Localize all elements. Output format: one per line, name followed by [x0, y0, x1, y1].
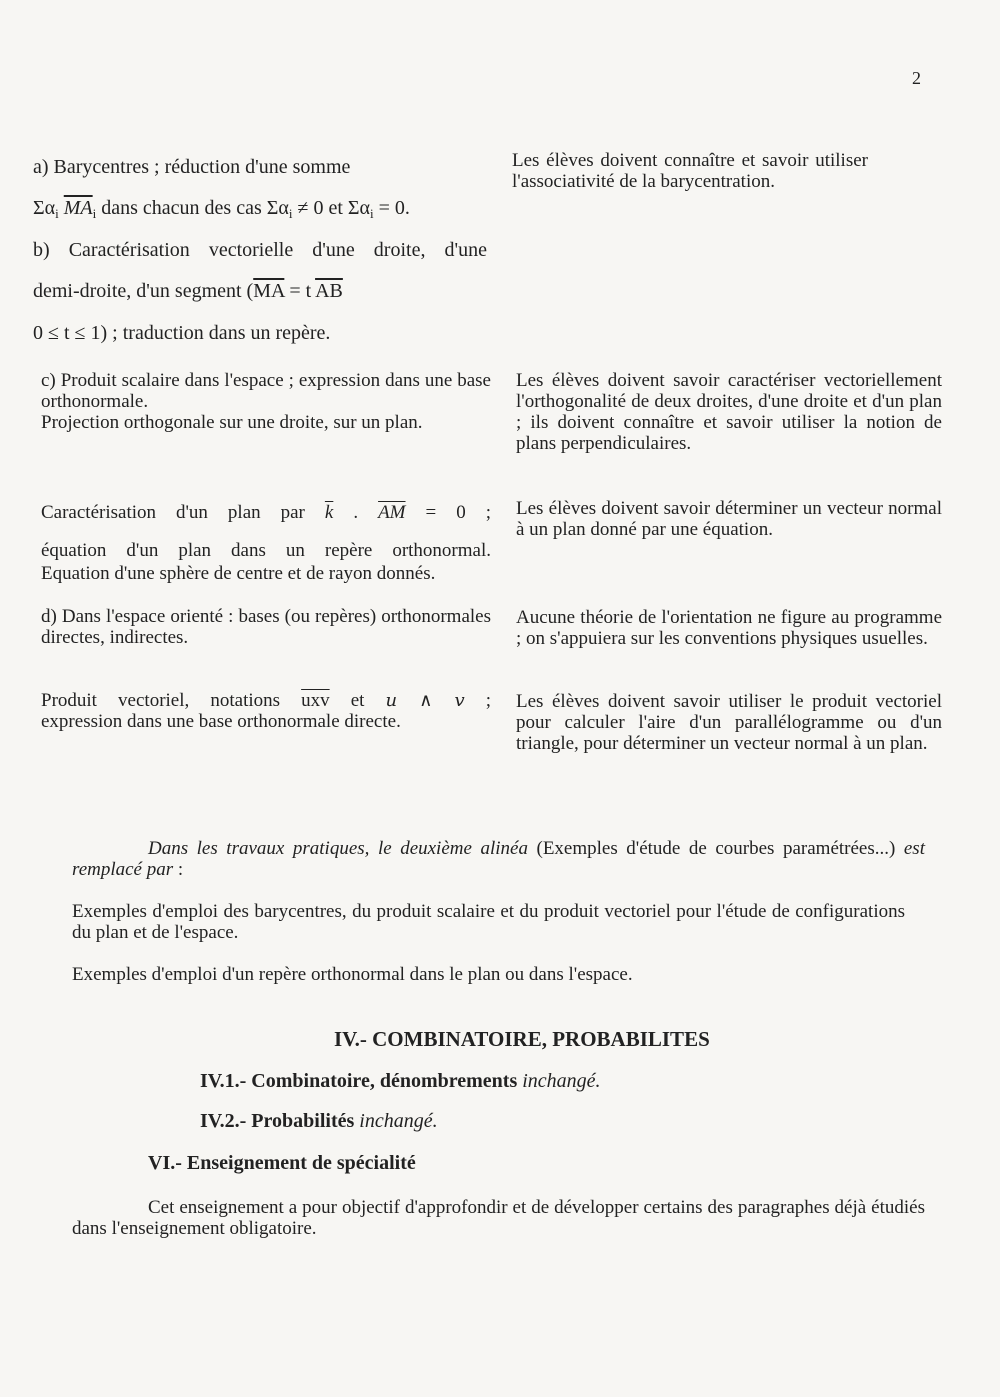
vectoriel-text: Produit vectoriel, notations	[41, 690, 302, 711]
notation-wedge: u ∧ v	[385, 690, 465, 711]
semicolon: ;	[464, 690, 492, 711]
subscript-i: i	[370, 206, 374, 221]
section-iv-2	[200, 1110, 438, 1133]
base-directe-line: expression dans une base orthonormale directe.	[41, 711, 401, 732]
plan-line	[41, 502, 491, 523]
iv1-bold: IV.1.- Combinatoire, dénombrements	[200, 1070, 518, 1092]
plan-text: Caractérisation d'un plan par	[41, 502, 325, 523]
iv1-italic: inchangé.	[517, 1070, 601, 1092]
vector-k: $\overline{k}$	[324, 502, 334, 523]
equation-plan-line: équation d'un plan dans un repère orthonormal.	[41, 540, 491, 561]
caracterisation-droite-line: b) Caractérisation vectorielle d'une droite, d'une	[33, 239, 487, 261]
example-barycentres: Exemples d'emploi des barycentres, du produit scalaire et du produit vectoriel pour l'étude de configurations du plan et de l'espace.	[72, 901, 905, 943]
tp-italic-2: est remplacé par	[72, 838, 925, 880]
et-text: et	[329, 690, 386, 711]
tp-normal: (Exemples d'étude de courbes paramétrées...)	[527, 838, 904, 859]
repere-line: 0 ≤ t ≤ 1) ; traduction dans un repère.	[33, 322, 331, 344]
section-iv-1	[200, 1070, 601, 1093]
eq-zero: = 0 ;	[405, 502, 491, 523]
iv2-bold: IV.2.- Probabilités	[200, 1110, 355, 1132]
tp-italic: Dans les travaux pratiques, le deuxième alinéa	[148, 838, 528, 859]
produit-vectoriel-line	[41, 690, 491, 711]
dot-op: .	[333, 502, 379, 523]
orientation-note: Aucune théorie de l'orientation ne figure au programme ; on s'appuiera sur les conventions physiques usuelles.	[516, 607, 942, 649]
aire-note: Les élèves doivent savoir utiliser le produit vectoriel pour calculer l'aire d'un parallélogramme ou d'un triangle, pour déterminer un vecteur normal à un plan.	[516, 691, 942, 754]
tp-colon: :	[173, 859, 184, 880]
subscript-i: i	[288, 206, 293, 221]
section-vi-title: VI.- Enseignement de spécialité	[148, 1152, 416, 1174]
sigma-alpha: Σα	[33, 197, 56, 219]
barycentres-line: a) Barycentres ; réduction d'une somme	[33, 156, 351, 178]
orthogonalite-note: Les élèves doivent savoir caractériser vectoriellement l'orthogonalité de deux droites, d'une droite et d'un plan ; ils doivent connaître et savoir utiliser la notion de plans perpendiculaires.	[516, 370, 942, 454]
produit-scalaire-text: c) Produit scalaire dans l'espace ; expression dans une base orthonormale.	[41, 370, 491, 412]
projection-text: Projection orthogonale sur une droite, sur un plan.	[41, 412, 423, 433]
subscript-i: i	[92, 206, 97, 221]
section-vi-paragraph: Cet enseignement a pour objectif d'approfondir et de développer certains des paragraphes déjà étudiés dans l'enseignement obligatoire.	[72, 1197, 925, 1239]
sphere-line: Equation d'une sphère de centre et de rayon donnés.	[41, 563, 436, 584]
travaux-pratiques-paragraph	[72, 838, 925, 880]
subscript-i: i	[55, 206, 59, 221]
somme-line	[33, 198, 410, 220]
neq-text: ≠ 0 et Σα	[292, 197, 371, 219]
barycentration-note: Les élèves doivent connaître et savoir utiliser l'associativité de la barycentration.	[512, 150, 868, 192]
espace-oriente-text: d) Dans l'espace orienté : bases (ou repères) orthonormales directes, indirectes.	[41, 606, 491, 648]
example-repere: Exemples d'emploi d'un repère orthonormal dans le plan ou dans l'espace.	[72, 964, 633, 985]
vector-ab: $\overline{AB}$	[315, 280, 343, 302]
eq-zero: = 0.	[373, 197, 410, 219]
section-iv-title: IV.- COMBINATOIRE, PROBABILITES	[334, 1027, 710, 1051]
notation-uxv: $\overline{uxv}$	[301, 690, 330, 711]
segment-text: demi-droite, d'un segment (	[33, 280, 254, 302]
cas-text: dans chacun des cas Σα	[96, 197, 289, 219]
vector-ma: $\overline{MA}$	[253, 280, 285, 302]
eq-t: = t	[284, 280, 316, 302]
iv2-italic: inchangé.	[354, 1110, 438, 1132]
vector-am: $\overline{AM}$	[378, 502, 406, 523]
page-number: 2	[912, 68, 921, 88]
vector-ma: $\overline{MA}$	[63, 197, 93, 219]
vecteur-normal-note: Les élèves doivent savoir déterminer un vecteur normal à un plan donné par une équation.	[516, 498, 942, 540]
segment-line	[33, 281, 343, 302]
